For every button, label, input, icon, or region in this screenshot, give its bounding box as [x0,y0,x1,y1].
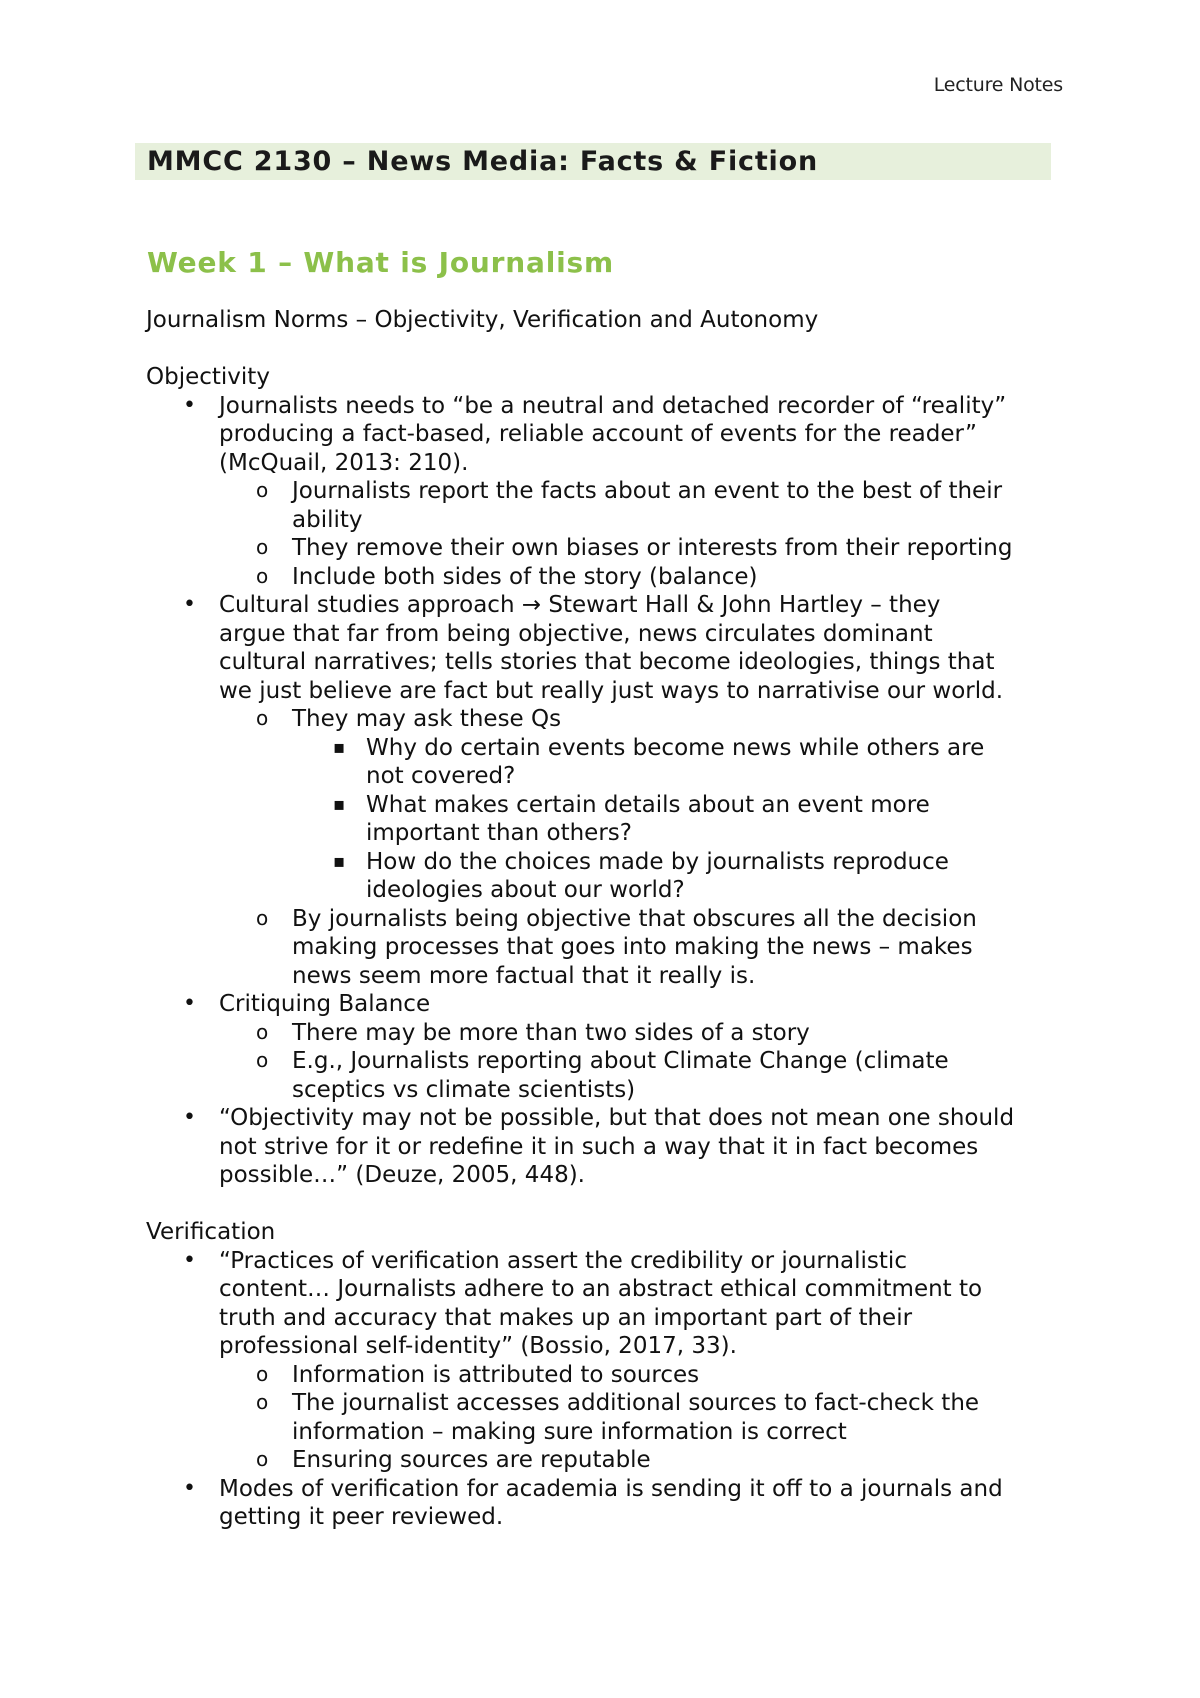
course-title-band [135,143,1051,180]
list-item-continued: making processes that goes into making the news – makes [292,934,973,960]
course-title: MMCC 2130 – News Media: Facts & Fiction [147,146,818,177]
list-item: o Journalists report the facts about an event to the best of their [256,478,1003,504]
list-item: o E.g., Journalists reporting about Climate Change (climate [256,1048,949,1074]
circle-bullet-icon: o [256,1390,269,1414]
header-label: Lecture Notes [933,74,1063,96]
list-item-continued: (McQuail, 2013: 210). [219,449,469,476]
notes-body [146,306,1066,1532]
list-item-continued: professional self-identity” (Bossio, 2017, 33). [219,1333,737,1359]
bullet-icon: • [183,392,196,418]
list-item: o They may ask these Qs [256,706,562,732]
list-item: o The journalist accesses additional sources to fact-check the [256,1390,980,1416]
circle-bullet-icon: o [256,563,269,588]
list-item: • “Objectivity may not be possible, but that does not mean one should [183,1105,1015,1131]
list-item: o There may be more than two sides of a story [256,1019,810,1046]
list-item: o Ensuring sources are reputable [256,1447,651,1473]
list-item: ▪ Why do certain events become news while others are [333,734,985,761]
list-item: o By journalists being objective that obscures all the decision [256,905,977,932]
list-item-continued: truth and accuracy that makes up an important part of their [219,1304,913,1331]
list-item: • Cultural studies approach → Stewart Hall & John Hartley – they [183,592,941,618]
list-item-continued: getting it peer reviewed. [219,1504,504,1530]
list-item: • Modes of verification for academia is sending it off to a journals and [183,1475,1003,1502]
week-title: Week 1 – What is Journalism [147,246,614,279]
list-item-continued: sceptics vs climate scientists) [292,1076,636,1103]
list-item: ▪ What makes certain details about an event more [333,791,930,818]
list-item-continued: important than others? [366,820,632,846]
verification-heading: Verification [146,1219,276,1245]
circle-bullet-icon: o [256,706,269,730]
circle-bullet-icon: o [256,1361,269,1386]
list-item-continued: not strive for it or redefine it in such a way that it in fact becomes [219,1133,979,1160]
list-item-continued: ideologies about our world? [366,877,685,903]
list-item: o Information is attributed to sources [256,1361,700,1388]
list-item: o Include both sides of the story (balance) [256,563,758,590]
list-item: • Critiquing Balance [183,991,431,1017]
circle-bullet-icon: o [256,1048,269,1072]
list-item-continued: producing a fact-based, reliable account of events for the reader” [219,421,977,447]
circle-bullet-icon: o [256,905,269,930]
square-bullet-icon: ▪ [333,793,346,815]
list-item-continued: news seem more factual that it really is. [292,962,756,989]
list-item-continued: cultural narratives; tells stories that become ideologies, things that [219,649,995,675]
norms-heading: Journalism Norms – Objectivity, Verification and Autonomy [146,307,819,333]
circle-bullet-icon: o [256,1019,269,1044]
circle-bullet-icon: o [256,478,269,502]
list-item: ▪ How do the choices made by journalists reproduce [333,848,949,875]
list-item-continued: not covered? [366,763,516,789]
list-item-continued: argue that far from being objective, news circulates dominant [219,620,933,647]
bullet-icon: • [183,592,196,617]
list-item: • “Practices of verification assert the credibility or journalistic [183,1247,907,1274]
list-item: o They remove their own biases or interests from their reporting [256,535,1013,561]
square-bullet-icon: ▪ [333,850,346,872]
list-item-continued: possible…” (Deuze, 2005, 448). [219,1162,585,1188]
circle-bullet-icon: o [256,1447,269,1471]
circle-bullet-icon: o [256,535,269,559]
bullet-icon: • [183,1247,196,1273]
square-bullet-icon: ▪ [333,736,346,758]
list-item-continued: content… Journalists adhere to an abstract ethical commitment to [219,1276,983,1302]
bullet-icon: • [183,1475,196,1501]
list-item-continued: ability [292,506,363,533]
bullet-icon: • [183,1105,196,1130]
list-item-continued: information – making sure information is correct [292,1418,847,1445]
list-item: • Journalists needs to “be a neutral and detached recorder of “reality” [183,392,1007,419]
objectivity-heading: Objectivity [146,364,270,390]
bullet-icon: • [183,991,196,1016]
list-item-continued: we just believe are fact but really just ways to narrativise our world. [219,677,1004,704]
